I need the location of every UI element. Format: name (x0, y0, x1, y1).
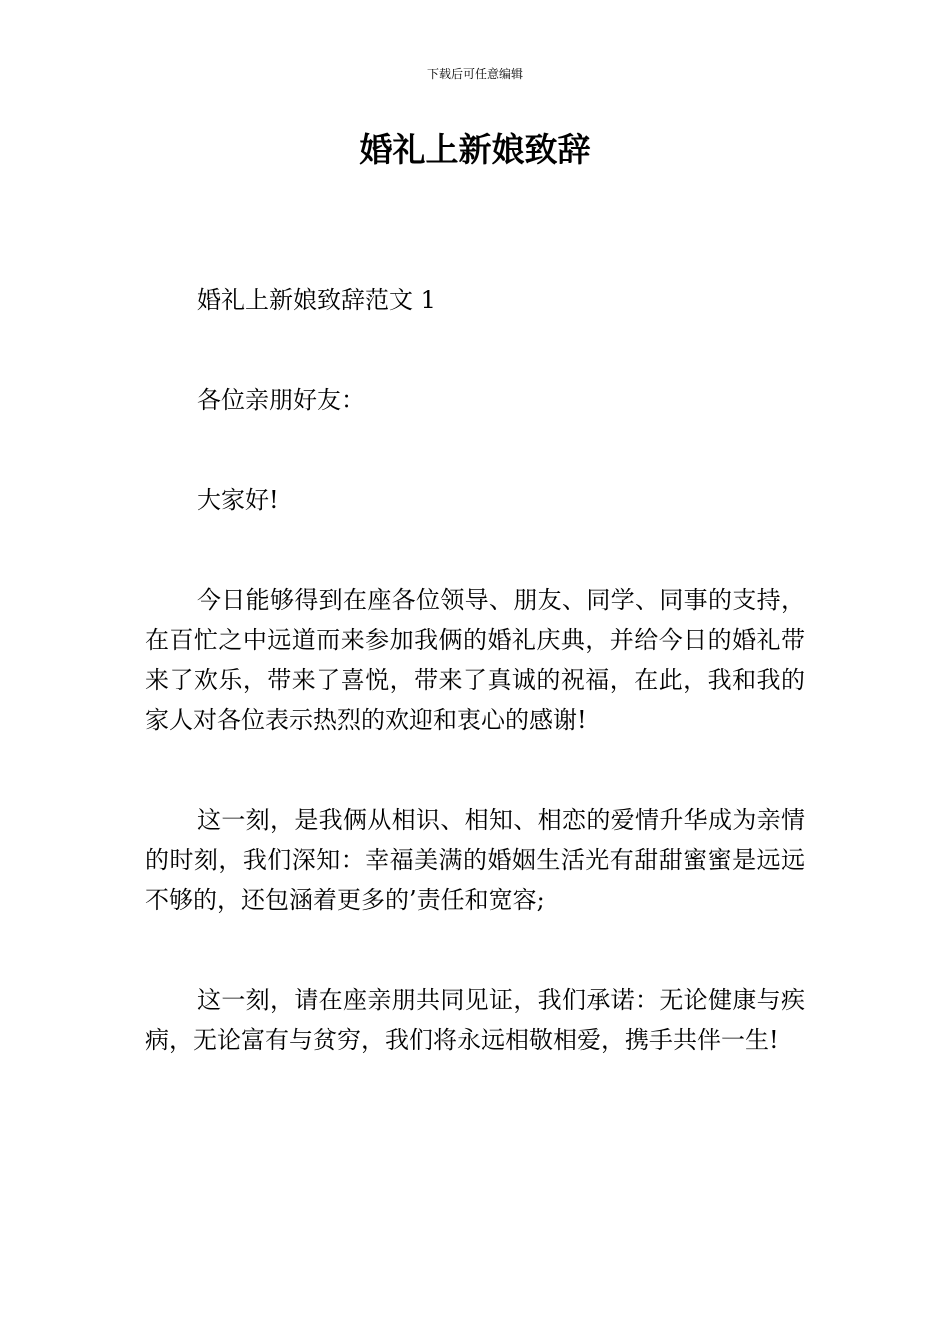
paragraph-salutation: 各位亲朋好友： (197, 386, 365, 414)
paragraph-promise: 这一刻，请在座亲朋共同见证，我们承诺：无论健康与疾病，无论富有与贫穷，我们将永远相敬相爱，携手共伴一生! (145, 986, 805, 1054)
paragraph-greeting: 大家好! (197, 486, 279, 514)
paragraph-moment: 这一刻，是我俩从相识、相知、相恋的爱情升华成为亲情的时刻，我们深知：幸福美满的婚姻生活光有甜甜蜜蜜是远远不够的，还包涵着更多的’责任和宽容; (145, 806, 805, 914)
paragraph-thanks: 今日能够得到在座各位领导、朋友、同学、同事的支持，在百忙之中远道而来参加我俩的婚礼庆典，并给今日的婚礼带来了欢乐，带来了喜悦，带来了真诚的祝福，在此，我和我的家人对各位表示热烈的欢迎和衷心的感谢! (145, 586, 805, 734)
document-body (145, 280, 805, 1120)
paragraph-heading: 婚礼上新娘致辞范文 1 (197, 286, 436, 314)
header-note: 下载后可任意编辑 (426, 67, 523, 81)
document-title: 婚礼上新娘致辞 (359, 130, 591, 169)
